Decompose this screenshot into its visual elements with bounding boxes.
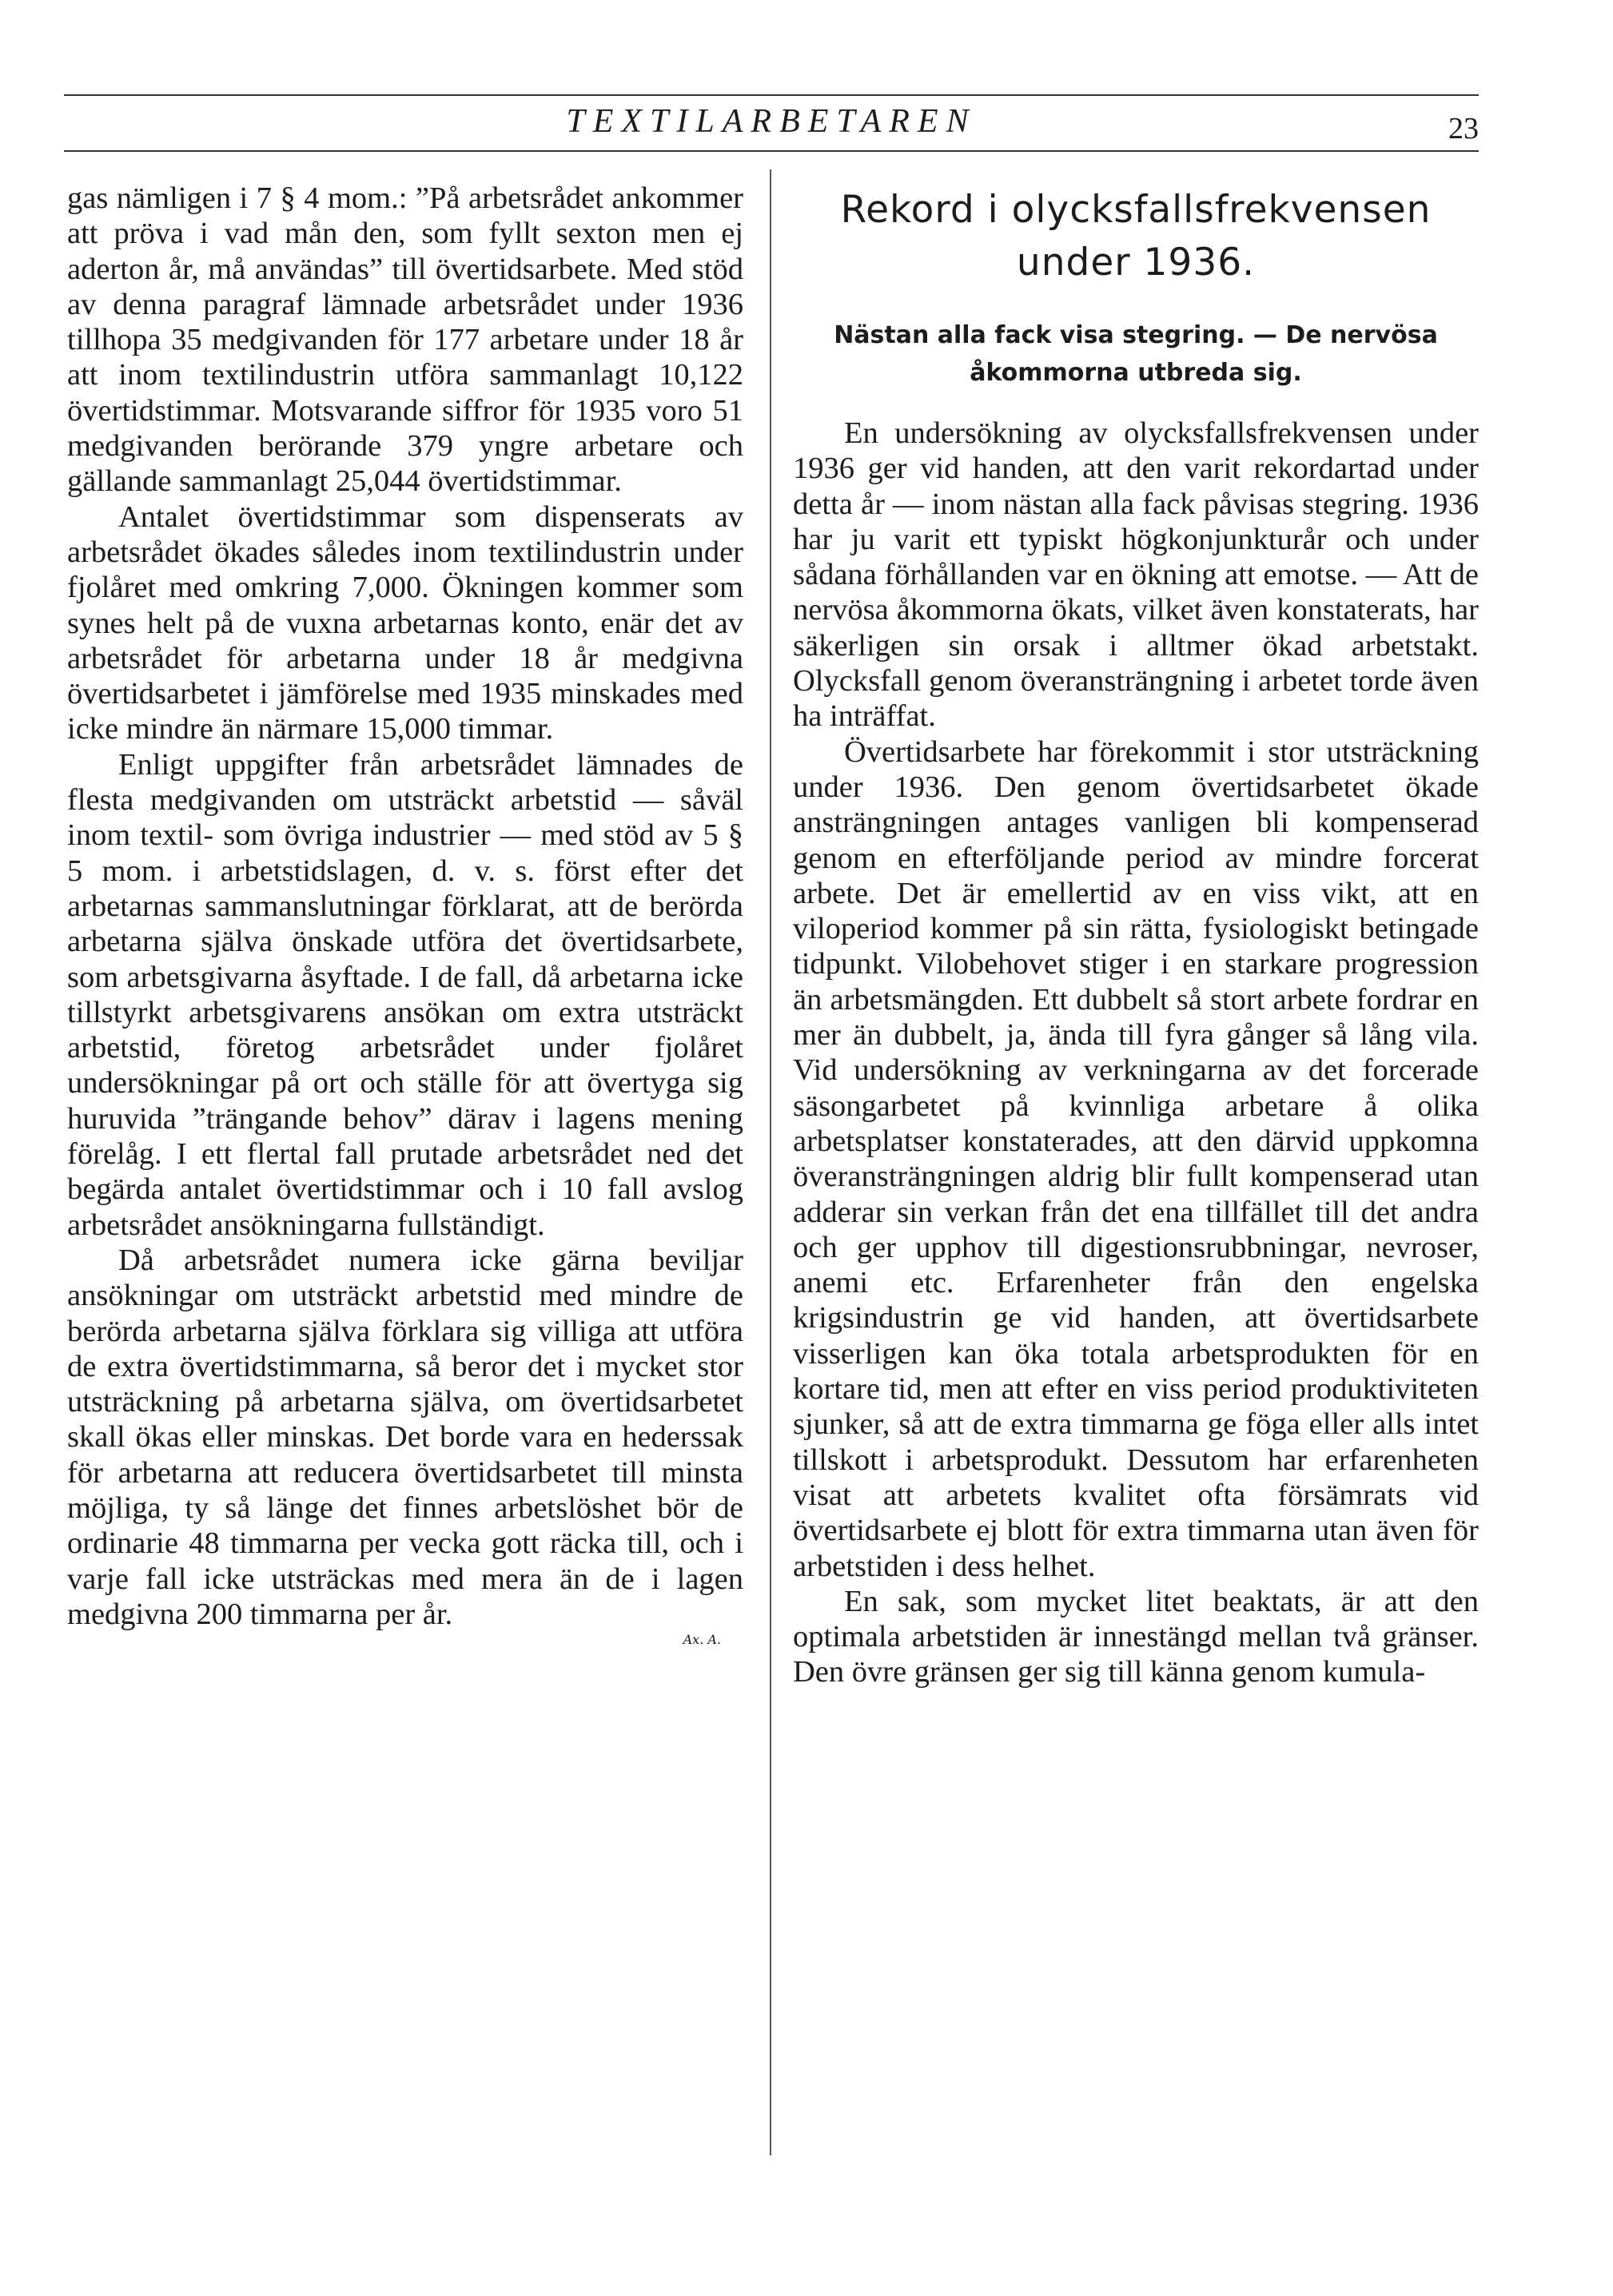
signature: Ax. A. [683,1632,721,1648]
journal-title: TEXTILARBETAREN [566,103,977,140]
left-column [67,181,743,1647]
article-paragraph-2: Övertidsarbete har förekommit i stor utsträckning under 1936. Den genom övertidsarbetet ökade ansträngningen antages vanligen bli kompenserad genom en efterföljande period av mindre forcerat arbete. Det är emellertid av en viss vikt, att en viloperiod kommer på sin rätta, fysiologiskt betingade tidpunkt. Vilobehovet stiger i en starkare progression än arbetsmängden. Ett dubbelt så stort arbete fordrar en mer än dubbelt, ja, ända till fyra gånger så lång vila. Vid undersökning av verkningarna av det forcerade säsongarbetet på kvinnliga arbetare å olika arbetsplatser konstaterades, att den därvid uppkomna överansträngningen aldrig blir fullt kompenserad utan adderar sin verkan från det ena tillfället till det andra och ger upphov till digestionsrubbningar, nevroser, anemi etc. Erfarenheter från den engelska krigsindustrin ge vid handen, att övertidsarbete visserligen kan öka totala arbetsprodukten för en kortare tid, men att efter en viss period produktiviteten sjunker, så att de extra timmarna ge föga eller alls intet tillskott i arbetsprodukt. Dessutom har erfarenheten visat att arbetets kvalitet ofta försämrats vid övertidsarbete ej blott för extra timmarna utan även för arbetstiden i dess helhet. [793,734,1479,1583]
column-divider [770,169,771,2155]
article-paragraph-1: En undersökning av olycksfallsfrekvensen under 1936 ger vid handen, att den varit rekordartad under detta år — inom nästan alla fack påvisas stegring. 1936 har ju varit ett typiskt högkonjunkturår och under sådana förhållanden var en ökning att emotse. — Att de nervösa åkommorna ökats, vilket även konstaterats, har säkerligen sin orsak i alltmer ökad arbetstakt. Olycksfall genom överansträngning i arbetet torde även ha inträffat. [793,416,1479,734]
header-rule-bottom [64,150,1479,152]
left-paragraph-3: Enligt uppgifter från arbetsrådet lämnades de flesta medgivanden om utsträckt arbetstid — såväl inom textil- som övriga industrier — med stöd av 5 § 5 mom. i arbetstidslagen, d. v. s. först efter det arbetarnas sammanslutningar förklarat, att de berörda arbetarna själva önskade utföra det övertidsarbete, som arbetsgivarna åsyftade. I de fall, då arbetarna icke tillstyrkt arbetsgivarens ansökan om extra utsträckt arbetstid, företog arbetsrådet under fjolåret undersökningar på ort och ställe för att övertyga sig huruvida ”trängande behov” därav i lagens mening förelåg. I ett flertal fall prutade arbetsrådet ned det begärda antalet övertidstimmar och i 10 fall avslog arbetsrådet ansökningarna fullständigt. [67,747,743,1242]
article-paragraph-3: En sak, som mycket litet beaktats, är att den optimala arbetstiden är innestängd mellan två gränser. Den övre gränsen ger sig till känna genom kumula- [793,1584,1479,1689]
left-paragraph-2: Antalet övertidstimmar som dispenserats av arbetsrådet ökades således inom textilindustrin under fjolåret med omkring 7,000. Ökningen kommer som synes helt på de vuxna arbetarnas konto, enär det av arbetsrådet för arbetarna under 18 år medgivna övertidsarbetet i jämförelse med 1935 minskades med icke mindre än närmare 15,000 timmar. [67,499,743,746]
left-paragraph-1: gas nämligen i 7 § 4 mom.: ”På arbetsrådet ankommer att pröva i vad mån den, som fyllt sexton men ej aderton år, må användas” till övertidsarbete. Med stöd av denna paragraf lämnade arbetsrådet under 1936 tillhopa 35 medgivanden för 177 arbetare under 18 år att inom textilindustrin utföra sammanlagt 10,122 övertidstimmar. Motsvarande siffror för 1935 voro 51 medgivanden berörande 379 yngre arbetare och gällande sammanlagt 25,044 övertidstimmar. [67,181,743,499]
header-rule-top [64,94,1479,96]
article-subtitle: Nästan alla fack visa stegring. — De nervösa åkommorna utbreda sig. [834,321,1438,387]
article-title: Rekord i olycksfallsfrekvensen under 1936. [840,188,1432,285]
right-column [793,181,1479,1690]
left-paragraph-4: Då arbetsrådet numera icke gärna beviljar ansökningar om utsträckt arbetstid med mindre de berörda arbetarna själva förklara sig villiga att utföra de extra övertidstimmarna, så beror det i mycket stor utsträckning på arbetarna själva, om övertidsarbetet skall ökas eller minskas. Det borde vara en hederssak för arbetarna att reducera övertidsarbetet till minsta möjliga, ty så länge det finnes arbetslöshet bör de ordinarie 48 timmarna per vecka gott räcka till, och i varje fall icke utsträckas med mera än de i lagen medgivna 200 timmarna per år. [67,1243,743,1631]
page-number: 23 [1448,112,1479,145]
